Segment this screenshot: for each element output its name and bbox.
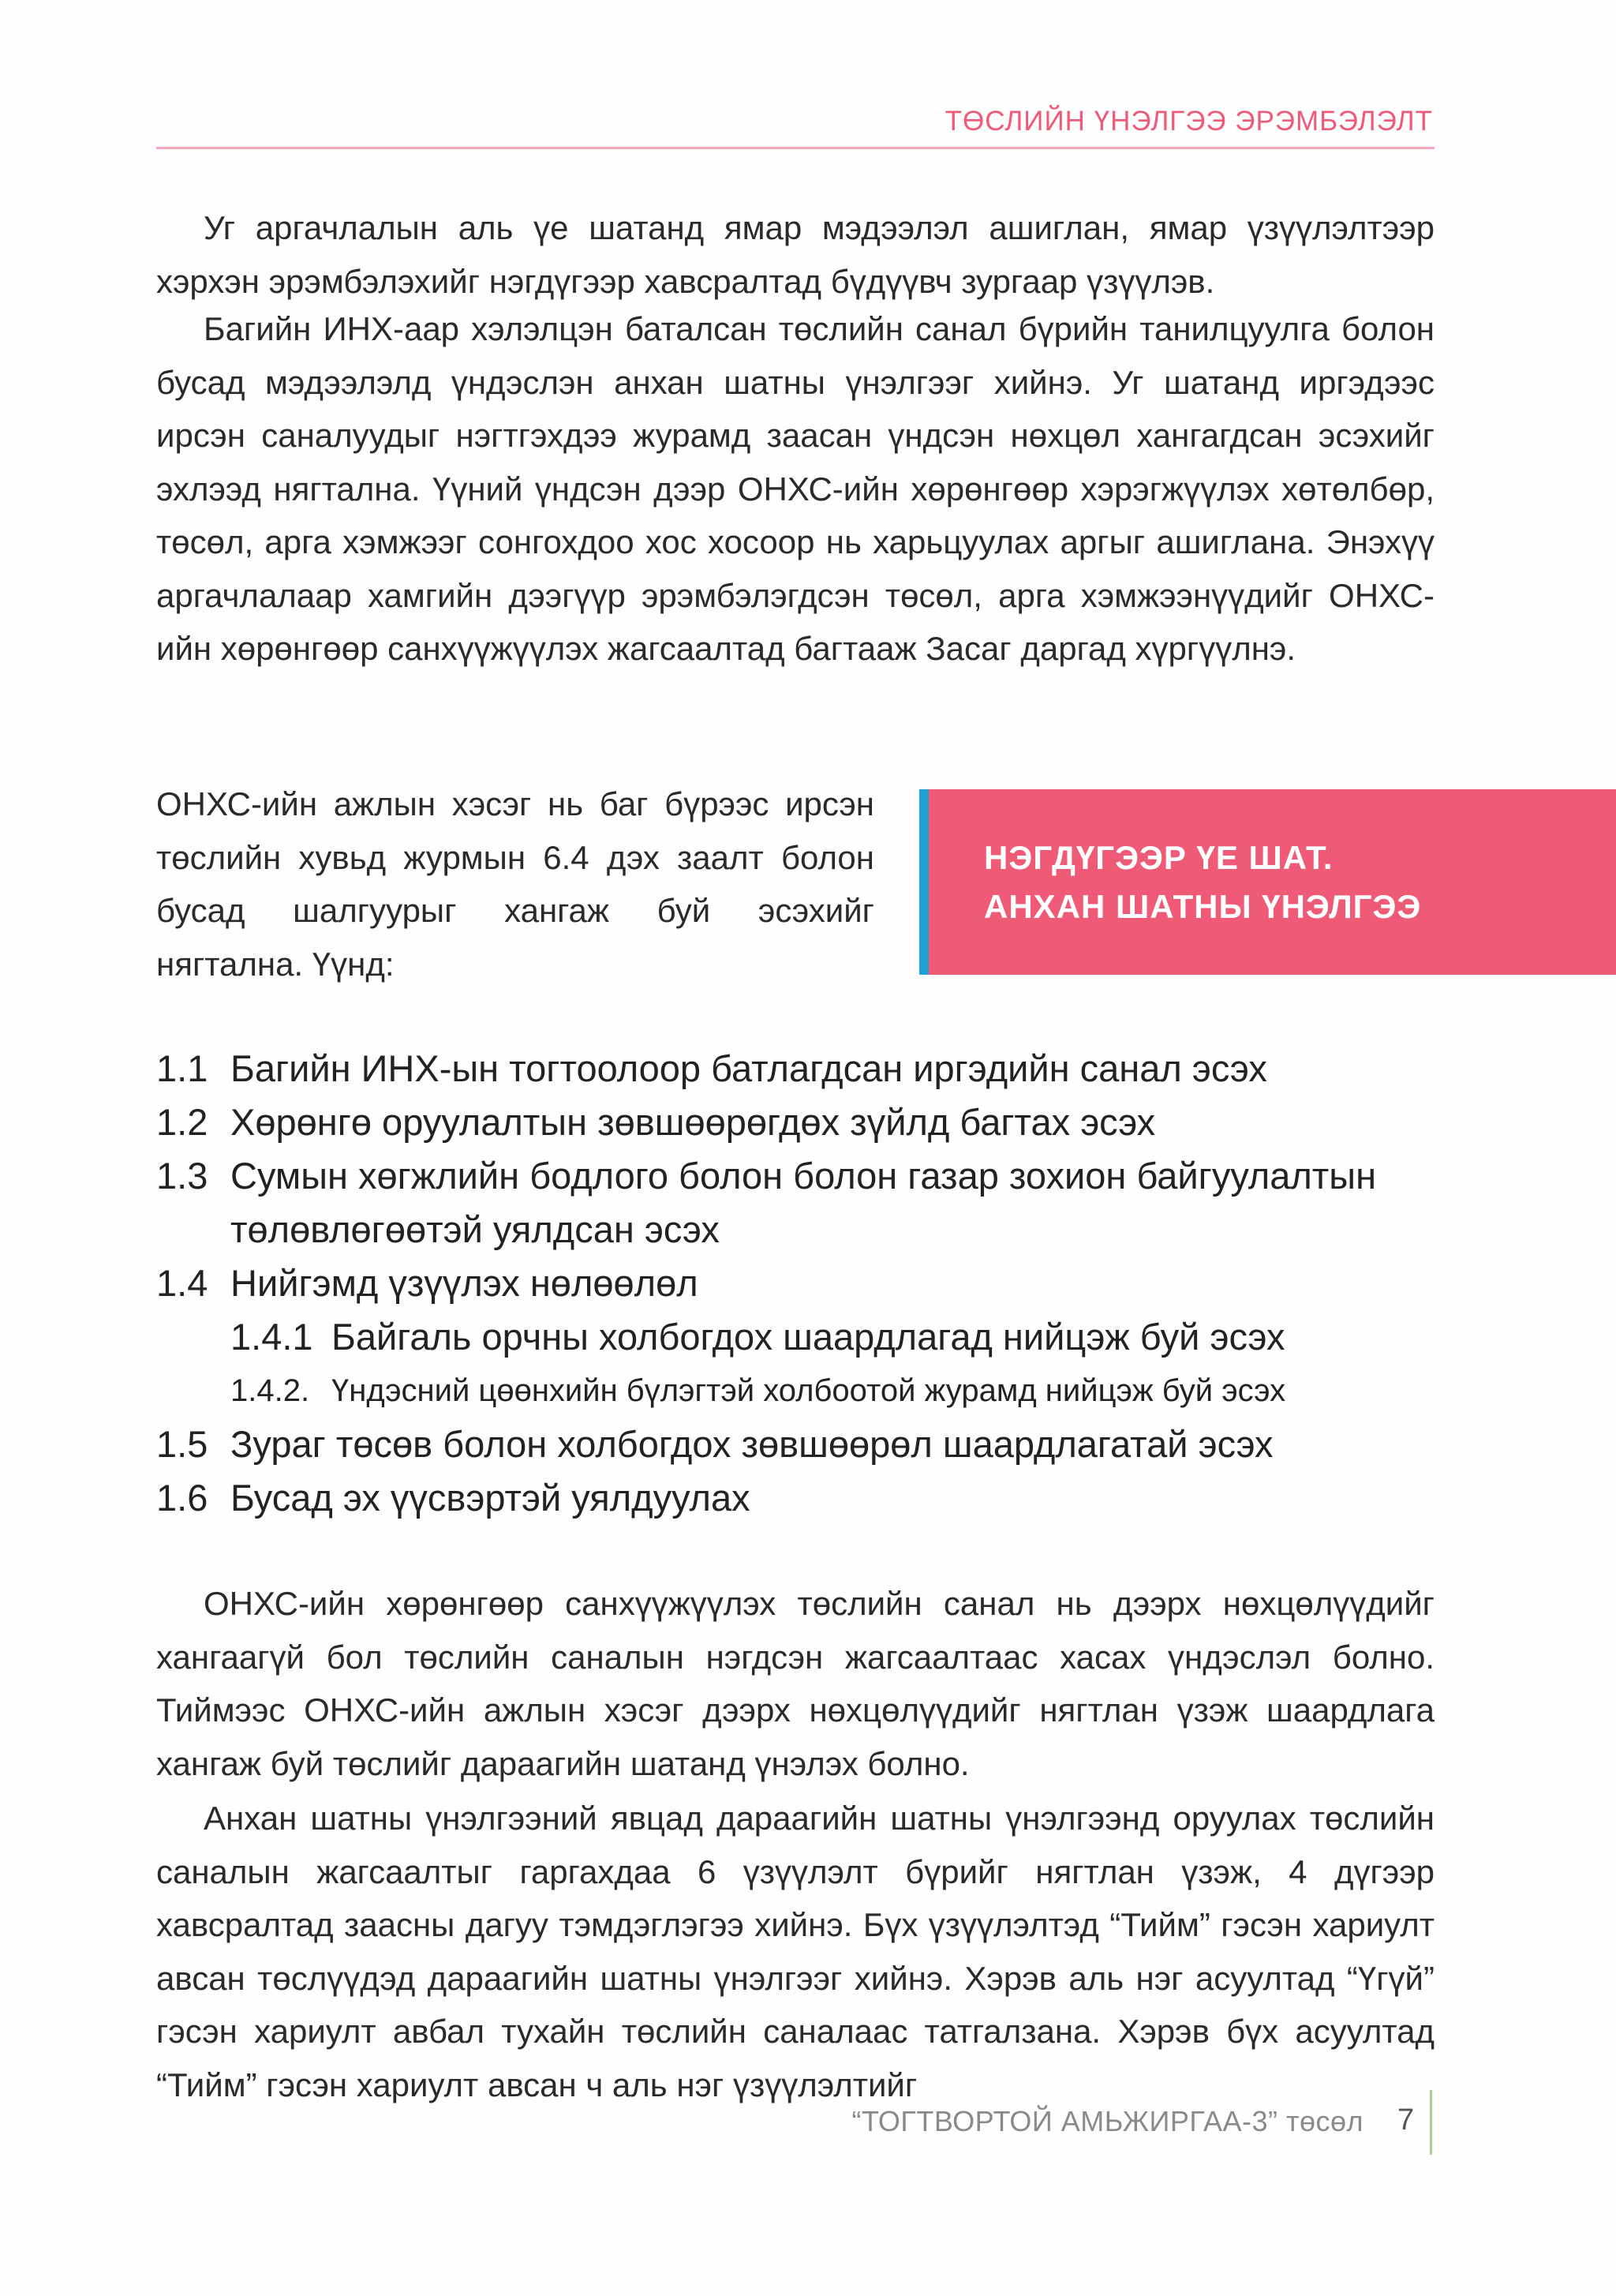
criteria-item xyxy=(156,1418,1498,1471)
footer-project-name: “ТОГТВОРТОЙ АМЬЖИРГАА-3” төсөл xyxy=(851,2105,1364,2137)
stage-callout-line1: НЭГДҮГЭЭР ҮЕ ШАТ. xyxy=(984,838,1334,876)
criteria-text: Бусад эх үүсвэртэй уялдуулах xyxy=(230,1477,750,1519)
criteria-text: Багийн ИНХ-ын тогтоолоор батлагдсан иргэдийн санал эсэх xyxy=(230,1047,1267,1089)
criteria-item xyxy=(156,1149,1498,1257)
criteria-list xyxy=(156,1042,1498,1525)
footer-divider xyxy=(1430,2090,1432,2155)
criteria-item xyxy=(156,1257,1498,1310)
criteria-number: 1.2 xyxy=(156,1101,208,1143)
criteria-text: Байгаль орчны холбогдох шаардлагад нийцэж буй эсэх xyxy=(331,1316,1285,1358)
page-number: 7 xyxy=(1397,2103,1415,2137)
criteria-number: 1.6 xyxy=(156,1477,208,1519)
criteria-text: Хөрөнгө оруулалтын зөвшөөрөгдөх зүйлд багтах эсэх xyxy=(230,1101,1156,1143)
header-title: ТӨСЛИЙН ҮНЭЛГЭЭ ЭРЭМБЭЛЭЛТ xyxy=(945,106,1433,137)
stage-callout-box xyxy=(919,789,1616,975)
criteria-number: 1.4.1 xyxy=(230,1316,313,1358)
criteria-number: 1.4 xyxy=(156,1262,208,1304)
stage-callout-line2: АНХАН ШАТНЫ ҮНЭЛГЭЭ xyxy=(984,887,1422,925)
criteria-text: Үндэсний цөөнхийн бүлэгтэй холбоотой журамд нийцэж буй эсэх xyxy=(331,1373,1286,1408)
criteria-number: 1.4.2. xyxy=(230,1373,310,1408)
evaluation-paragraph: Анхан шатны үнэлгээний явцад дараагийн шатны үнэлгээнд оруулах төслийн саналын жагсаалтыг гаргахдаа 6 үзүүлэлт бүрийг нягтлан үзэж, 4 дүгээр хавсралтад заасны дагуу тэмдэглэгээ хийнэ. Бүх үзүүлэлтэд “Тийм” гэсэн хариулт авсан төслүүдэд дараагийн шатны үнэлгээг хийнэ. Хэрэв аль нэг асуултад “Үгүй” гэсэн хариулт авбал тухайн төслийн саналаас татгалзана. Хэрэв бүх асуултад “Тийм” гэсэн хариулт авсан ч аль нэг үзүүлэлтийг xyxy=(156,1800,1435,2103)
criteria-item xyxy=(156,1471,1498,1525)
working-group-paragraph: ОНХС-ийн ажлын хэсэг нь баг бүрээс ирсэн төслийн хувьд журмын 6.4 дэх заалт болон бусад шалгуурыг хангаж буй эсэхийг нягтална. Үүнд: xyxy=(156,785,874,983)
criteria-number: 1.1 xyxy=(156,1047,208,1089)
header-divider xyxy=(156,147,1435,149)
criteria-item xyxy=(156,1096,1498,1149)
criteria-text: Сумын хөгжлийн бодлого болон болон газар зохион байгуулалтын төлөвлөгөөтэй уялдсан эсэх xyxy=(230,1155,1377,1250)
criteria-text: Зураг төсөв болон холбогдох зөвшөөрөл шаардлагатай эсэх xyxy=(230,1423,1274,1465)
conditions-paragraph: ОНХС-ийн хөрөнгөөр санхүүжүүлэх төслийн санал нь дээрх нөхцөлүүдийг хангаагүй бол төслийн саналын нэгдсэн жагсаалтаас хасах үндэслэл болно. Тиймээс ОНХС-ийн ажлын хэсэг дээрх нөхцөлүүдийг нягтлан үзэж шаардлага хангаж буй төслийг дараагийн шатанд үнэлэх болно. xyxy=(156,1585,1435,1782)
criteria-text: Нийгэмд үзүүлэх нөлөөлөл xyxy=(230,1262,698,1304)
team-paragraph: Багийн ИНХ-аар хэлэлцэн баталсан төслийн санал бүрийн танилцуулга болон бусад мэдээлэлд үндэслэн анхан шатны үнэлгээг хийнэ. Уг шатанд иргэдээс ирсэн саналуудыг нэгтгэхдээ журамд заасан үндсэн нөхцөл хангагдсан эсэхийг эхлээд нягтална. Үүний үндсэн дээр ОНХС-ийн хөрөнгөөр хэрэгжүүлэх хөтөлбөр, төсөл, арга хэмжээг сонгохдоо хос хосоор нь харьцуулах аргыг ашиглана. Энэхүү аргачлалаар хамгийн дээгүүр эрэмбэлэгдсэн төсөл, арга хэмжээнүүдийг ОНХС-ийн хөрөнгөөр санхүүжүүлэх жагсаалтад багтааж Засаг даргад хүргүүлнэ. xyxy=(156,310,1435,667)
criteria-subitem xyxy=(156,1364,1498,1418)
criteria-number: 1.5 xyxy=(156,1423,208,1465)
intro-paragraph: Уг аргачлалын аль үе шатанд ямар мэдээлэл ашиглан, ямар үзүүлэлтээр хэрхэн эрэмбэлэхийг нэгдүгээр хавсралтад бүдүүвч зургаар үзүүлэв. xyxy=(156,209,1435,300)
criteria-item xyxy=(156,1042,1498,1096)
criteria-subitem xyxy=(156,1310,1498,1364)
criteria-number: 1.3 xyxy=(156,1155,208,1197)
